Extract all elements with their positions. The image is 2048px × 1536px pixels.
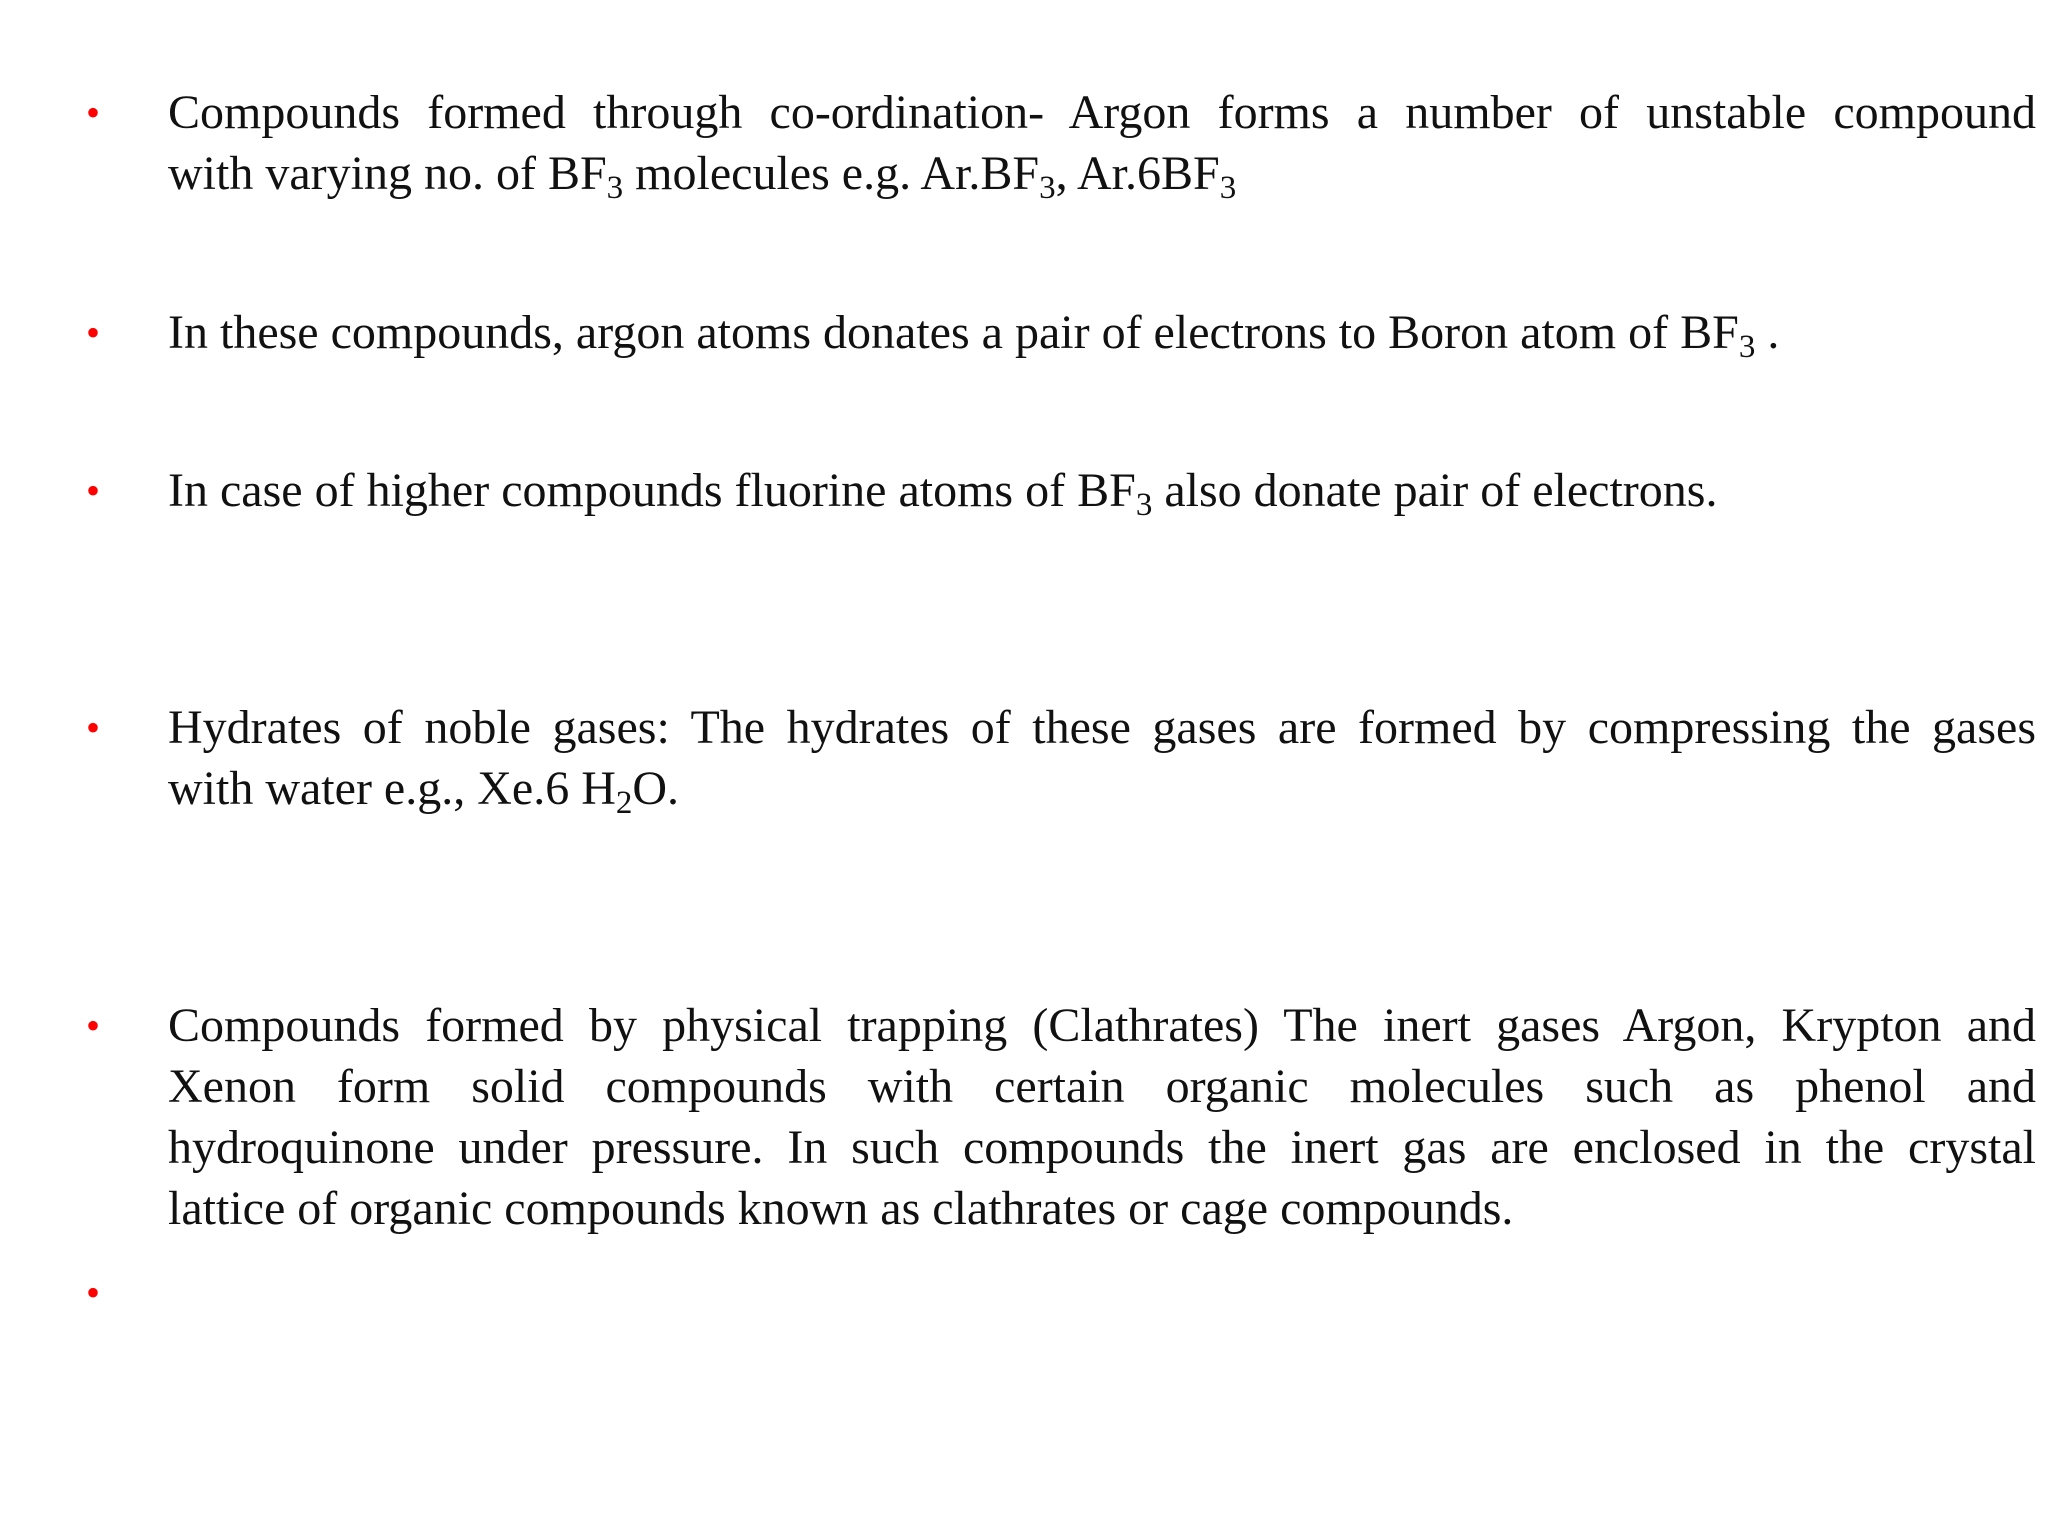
bullet-1-line-1: Compounds formed through co-ordination- Argon forms a number of unstable compound (168, 86, 2036, 139)
bullet-4-line-1: Hydrates of noble gases: The hydrates of these gases are formed by compressing the gases (168, 701, 2036, 754)
bullet-text-2 (168, 302, 2036, 363)
subscript: 3 (1738, 329, 1756, 365)
subscript: 3 (1039, 170, 1056, 206)
text-run: molecules e.g. Ar.BF (623, 147, 1040, 200)
bullet-2-line-1 (168, 302, 2036, 363)
bullet-marker: • (86, 310, 101, 355)
bullet-5-line-1: Compounds formed by physical trapping (Clathrates) The inert gases Argon, Krypton and (168, 999, 2036, 1052)
text-run: O. (632, 762, 680, 815)
bullet-marker: • (86, 1003, 101, 1048)
bullet-marker: • (86, 90, 101, 135)
bullet-4-line-2 (168, 758, 2036, 819)
bullet-text-5 (168, 995, 2036, 1239)
bullet-marker: • (86, 705, 101, 750)
subscript: 3 (606, 170, 624, 206)
bullet-marker: • (86, 468, 101, 513)
text-run: also donate pair of electrons. (1152, 464, 1718, 517)
text-run: , Ar.6BF (1055, 147, 1220, 200)
text-run: In case of higher compounds fluorine atoms of BF (168, 464, 1136, 517)
bullet-5-line-3: hydroquinone under pressure. In such compounds the inert gas are enclosed in the crystal (168, 1121, 2036, 1174)
bullet-5-line-4: lattice of organic compounds known as clathrates or cage compounds. (168, 1182, 1514, 1235)
bullet-text-4 (168, 697, 2036, 819)
text-run: with water e.g., Xe.6 H (168, 762, 616, 815)
bullet-5-line-2: Xenon form solid compounds with certain organic molecules such as phenol and (168, 1060, 2036, 1113)
bullet-1-line-2 (168, 143, 2036, 204)
subscript: 2 (615, 785, 633, 821)
subscript: 3 (1219, 170, 1237, 206)
text-run: . (1755, 306, 1780, 359)
bullet-text-3 (168, 460, 2036, 521)
subscript: 3 (1135, 487, 1153, 523)
text-run: with varying no. of BF (168, 147, 607, 200)
text-run: In these compounds, argon atoms donates a pair of electrons to Boron atom of BF (168, 306, 1739, 359)
bullet-marker: • (86, 1270, 101, 1315)
bullet-3-line-1 (168, 460, 2036, 521)
bullet-text-1 (168, 82, 2036, 204)
